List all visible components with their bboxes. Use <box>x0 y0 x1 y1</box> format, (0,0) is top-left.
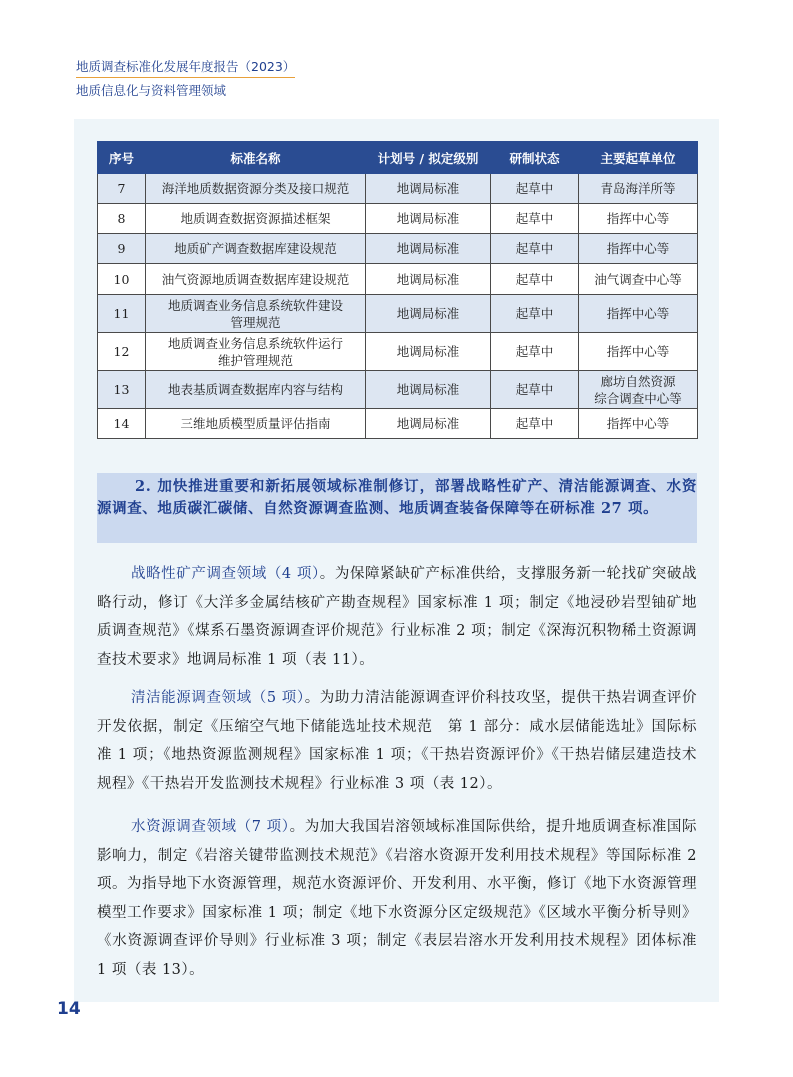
cell-level: 地调局标准 <box>366 264 491 295</box>
table-row <box>98 234 698 264</box>
cell-no: 11 <box>98 295 146 333</box>
cell-status: 起草中 <box>491 264 579 295</box>
col-header-level: 计划号 / 拟定级别 <box>366 142 491 174</box>
cell-name: 地质调查数据资源描述框架 <box>146 204 366 234</box>
cell-level: 地调局标准 <box>366 371 491 409</box>
cell-level: 地调局标准 <box>366 204 491 234</box>
col-header-no: 序号 <box>98 142 146 174</box>
cell-name-line2: 管理规范 <box>230 314 281 330</box>
paragraph-lead: 清洁能源调查领域（5 项） <box>131 690 305 706</box>
cell-unit: 青岛海洋所等 <box>579 174 698 204</box>
cell-status: 起草中 <box>491 371 579 409</box>
cell-no: 14 <box>98 409 146 439</box>
cell-status: 起草中 <box>491 409 579 439</box>
cell-level: 地调局标准 <box>366 174 491 204</box>
paragraph-water-resources <box>97 813 697 984</box>
paragraph-body: 。为助力清洁能源调查评价科技攻坚，提供干热岩调查评价开发依据，制定《压缩空气地下储能选址技术规范 第 1 部分：咸水层储能选址》国际标准 1 项；《地热资源监测规程》国家标准 1 项；《干热岩资源评价》《干热岩储层建造技术规程》《干热岩开发监测技术规程》行业标准 3 项（表 12）。 <box>97 690 698 792</box>
table-row <box>98 371 698 409</box>
running-header <box>76 56 295 100</box>
table-row <box>98 409 698 439</box>
cell-name: 地质矿产调查数据库建设规范 <box>146 234 366 264</box>
cell-name: 三维地质模型质量评估指南 <box>146 409 366 439</box>
section-heading-box <box>97 473 697 543</box>
cell-status: 起草中 <box>491 174 579 204</box>
cell-name <box>146 333 366 371</box>
cell-status: 起草中 <box>491 234 579 264</box>
cell-name: 油气资源地质调查数据库建设规范 <box>146 264 366 295</box>
cell-unit: 指挥中心等 <box>579 333 698 371</box>
paragraph-strategic-minerals <box>97 560 697 674</box>
col-header-status: 研制状态 <box>491 142 579 174</box>
cell-no: 10 <box>98 264 146 295</box>
cell-unit: 指挥中心等 <box>579 234 698 264</box>
col-header-name: 标准名称 <box>146 142 366 174</box>
cell-level: 地调局标准 <box>366 409 491 439</box>
cell-no: 8 <box>98 204 146 234</box>
cell-name-line1: 地质调查业务信息系统软件建设 <box>167 297 343 313</box>
paragraph-body: 。为加大我国岩溶领域标准国际供给，提升地质调查标准国际影响力，制定《岩溶关键带监测技术规范》《岩溶水资源开发利用技术规程》等国际标准 2 项。为指导地下水资源管理，规范水资源评价、开发利用、水平衡，修订《地下水资源管理模型工作要求》国家标准 1 项；制定《地下水资源分区定级规范》《区域水平衡分析导则》《水资源调查评价导则》行业标准 3 项；制定《表层岩溶水开发利用技术规程》团体标准 1 项（表 13）。 <box>97 819 698 978</box>
cell-level: 地调局标准 <box>366 295 491 333</box>
paragraph-clean-energy <box>97 684 697 798</box>
cell-unit: 指挥中心等 <box>579 204 698 234</box>
cell-no: 7 <box>98 174 146 204</box>
cell-name-line2: 维护管理规范 <box>217 352 293 368</box>
cell-unit <box>579 371 698 409</box>
section-title: 地质信息化与资料管理领域 <box>76 83 227 98</box>
paragraph-lead: 水资源调查领域（7 项） <box>131 819 290 835</box>
cell-level: 地调局标准 <box>366 234 491 264</box>
cell-level: 地调局标准 <box>366 333 491 371</box>
table-header-row <box>98 142 698 174</box>
table-row <box>98 333 698 371</box>
cell-unit-line1: 廊坊自然资源 <box>600 373 676 389</box>
table-row <box>98 264 698 295</box>
cell-no: 13 <box>98 371 146 409</box>
cell-name-line1: 地质调查业务信息系统软件运行 <box>167 335 343 351</box>
cell-status: 起草中 <box>491 204 579 234</box>
cell-status: 起草中 <box>491 333 579 371</box>
cell-name <box>146 295 366 333</box>
table-row <box>98 295 698 333</box>
section-heading-text: 2. 加快推进重要和新拓展领域标准制修订，部署战略性矿产、清洁能源调查、水资源调查、地质碳汇碳储、自然资源调查监测、地质调查装备保障等在研标准 27 项。 <box>97 478 697 517</box>
col-header-unit: 主要起草单位 <box>579 142 698 174</box>
paragraph-lead: 战略性矿产调查领域（4 项） <box>131 566 320 582</box>
cell-unit: 油气调查中心等 <box>579 264 698 295</box>
table-row <box>98 174 698 204</box>
cell-unit: 指挥中心等 <box>579 409 698 439</box>
cell-name: 地表基质调查数据库内容与结构 <box>146 371 366 409</box>
paragraph-body: 。为保障紧缺矿产标准供给，支撑服务新一轮找矿突破战略行动，修订《大洋多金属结核矿产勘查规程》国家标准 1 项；制定《地浸砂岩型铀矿地质调查规范》《煤系石墨资源调查评价规范》行业标准 2 项；制定《深海沉积物稀土资源调查技术要求》地调局标准 1 项（表 11）。 <box>97 566 697 668</box>
report-title: 地质调查标准化发展年度报告（2023） <box>76 58 295 78</box>
table-row <box>98 204 698 234</box>
cell-unit: 指挥中心等 <box>579 295 698 333</box>
cell-status: 起草中 <box>491 295 579 333</box>
page-number: 14 <box>57 999 81 1019</box>
cell-name: 海洋地质数据资源分类及接口规范 <box>146 174 366 204</box>
standards-table <box>97 141 698 439</box>
cell-unit-line2: 综合调查中心等 <box>594 390 682 406</box>
cell-no: 9 <box>98 234 146 264</box>
cell-no: 12 <box>98 333 146 371</box>
